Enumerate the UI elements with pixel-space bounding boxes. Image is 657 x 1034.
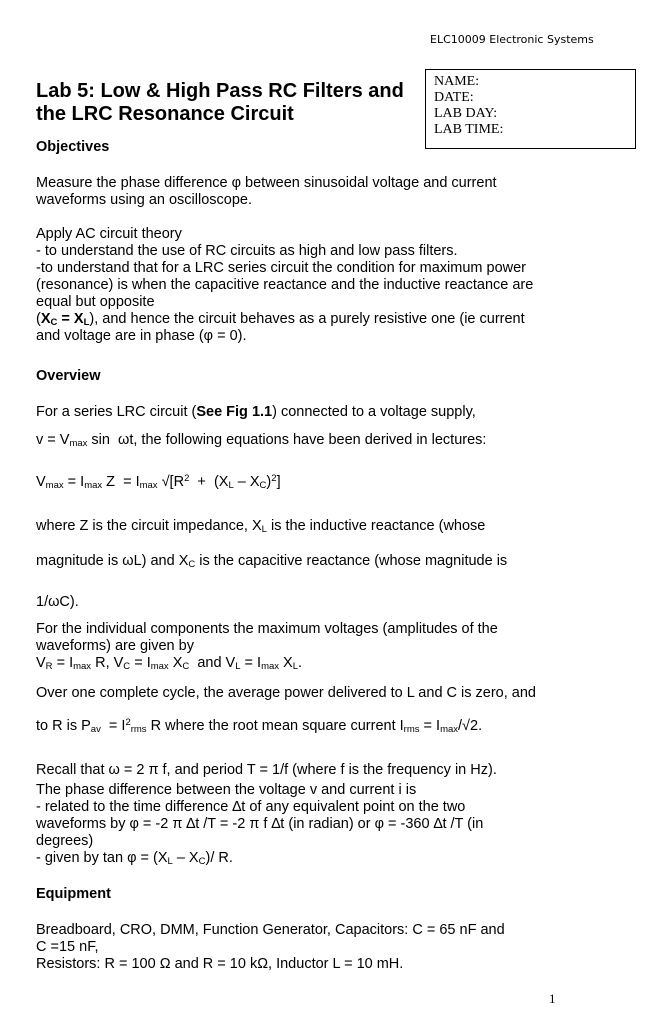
student-info-box <box>425 69 636 149</box>
name-field: NAME: <box>434 74 480 89</box>
overview-line-8: Over one complete cycle, the average power delivered to L and C is zero, and <box>36 685 536 701</box>
overview-line-6: For the individual components the maximum voltages (amplitudes of the waveforms) are given by $V_R = I_{max}$ R, $V_C = I_{max}$ $X_C$ and $V_L = I_{max}$ $X_L$. <box>36 621 498 672</box>
equipment-list: Breadboard, CRO, DMM, Function Generator, Capacitors: C = 65 nF and C =15 nF, Resistors: R = 100 Ω and R = 10 kΩ, Inductor L = 10 mH. <box>36 922 505 972</box>
overview-line-2: $v = V_{max}$ sin ωt, the following equations have been derived in lectures: <box>36 432 487 449</box>
overview-line-4: magnitude is ωL) and $X_C$ is the capacitive reactance (whose magnitude is <box>36 553 508 570</box>
overview-heading: Overview <box>36 368 101 384</box>
power-equation: to R is $P_{av} = I^2_{rms}$ R where the root mean square current $I_{rms} = I_{max}/√2$. <box>36 717 483 735</box>
overview-phase-block: The phase difference between the voltage v and current i is - related to the time difference ∆t of any equivalent point on the two waveforms by φ = -2 π ∆t /T = -2 π f ∆t (in radian) or φ = -360 ∆t /T (in degrees) - given by $\tan \varphi = (X_L - X_C)/$ R. <box>36 782 484 867</box>
overview-line-10: Recall that ω = 2 π f, and period T = 1/f (where f is the frequency in Hz). <box>36 762 497 778</box>
lab-day-field: LAB DAY: <box>434 106 498 121</box>
equipment-heading: Equipment <box>36 886 111 902</box>
objectives-p2: Apply AC circuit theory - to understand the use of RC circuits as high and low pass filters. -to understand that for a LRC series circuit the condition for maximum power (resonance) is when the capacitive reactance and the inductive reactance are equal but opposite $(X_C = X_L)$, and hence the circuit behaves as a purely resistive one (ie current and voltage are in phase (φ = 0). <box>36 226 534 344</box>
course-header: ELC10009 Electronic Systems <box>430 33 594 46</box>
page-title: Lab 5: Low & High Pass RC Filters and the LRC Resonance Circuit <box>36 80 404 125</box>
overview-line-3: where Z is the circuit impedance, $X_L$ is the inductive reactance (whose <box>36 518 486 535</box>
date-field: DATE: <box>434 90 474 105</box>
overview-line-5: 1/ωC). <box>36 594 79 610</box>
objectives-heading: Objectives <box>36 139 110 155</box>
page-number: 1 <box>549 991 556 1006</box>
objectives-p1: Measure the phase difference φ between sinusoidal voltage and current waveforms using an oscilloscope. <box>36 175 497 208</box>
lab-time-field: LAB TIME: <box>434 122 504 137</box>
impedance-equation: $V_{max} = I_{max}$ $Z = I_{max}$ $√[R^2 + (X_L - X_C)^2]$ <box>36 473 281 491</box>
overview-line-1: For a series LRC circuit (See Fig 1.1) connected to a voltage supply, <box>36 404 476 420</box>
